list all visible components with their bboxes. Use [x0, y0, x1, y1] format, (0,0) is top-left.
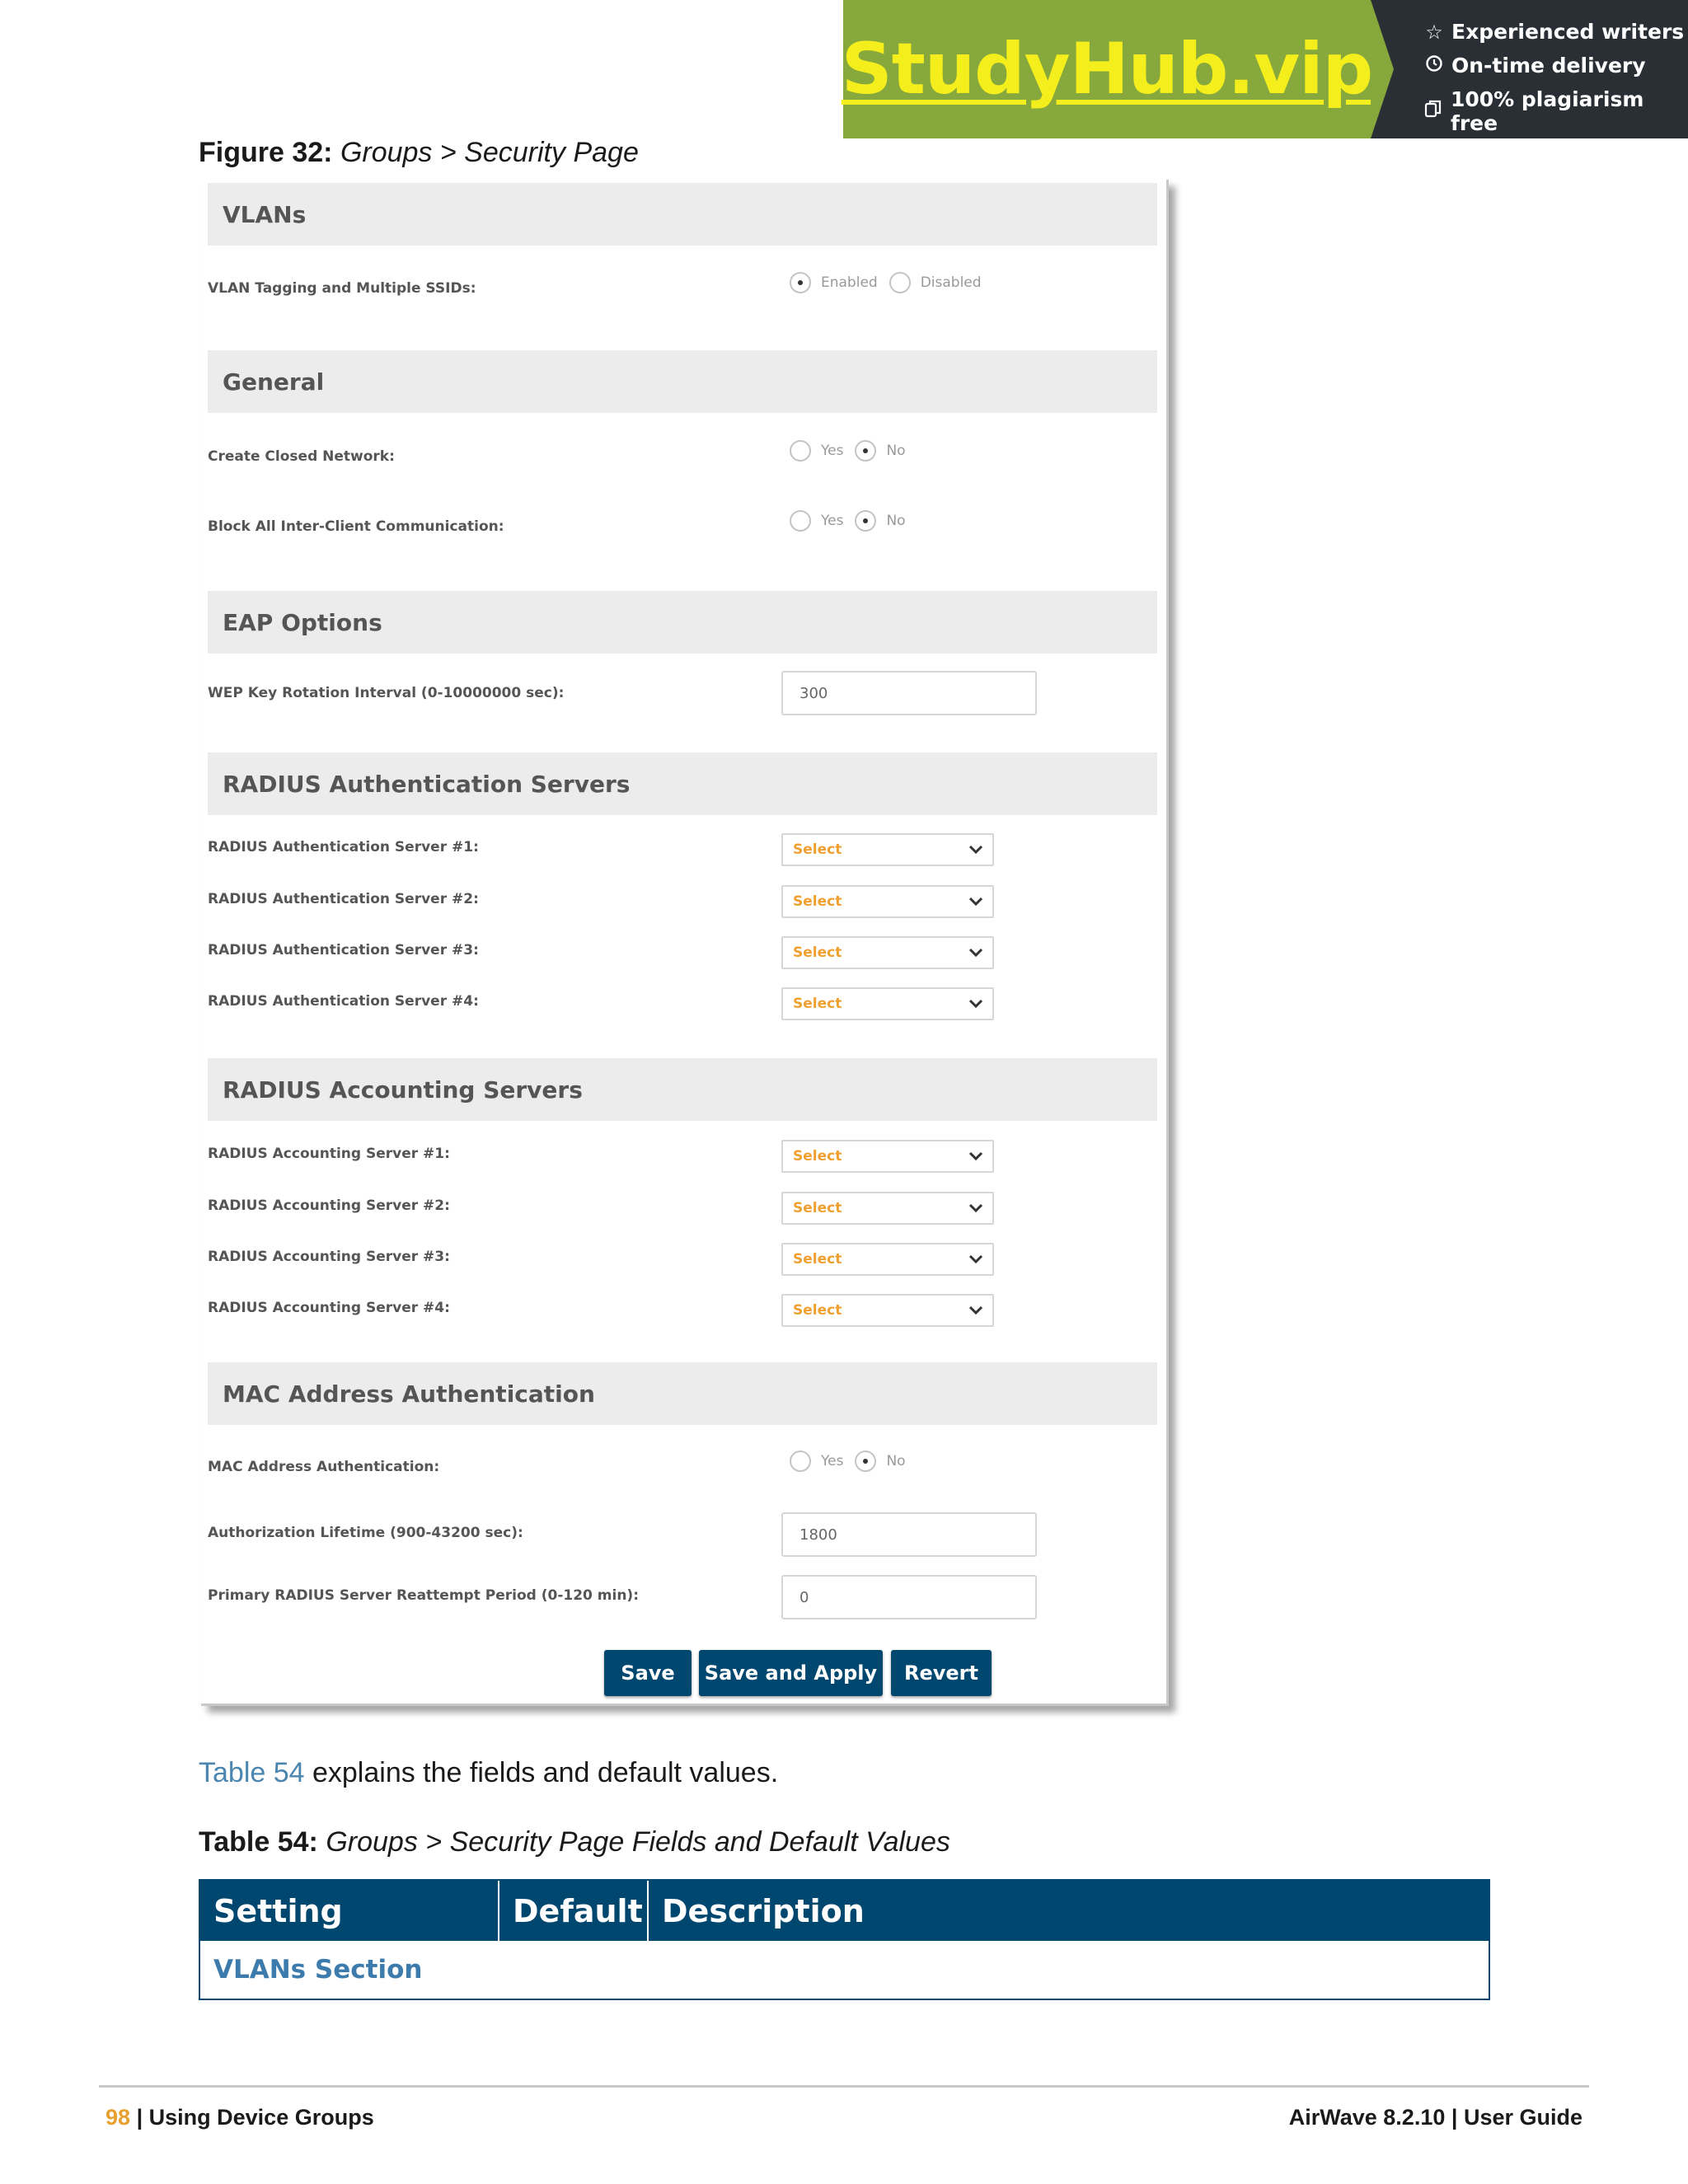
- radio-yes[interactable]: [790, 1451, 811, 1472]
- intro-paragraph: [199, 1757, 778, 1789]
- footer-divider: [99, 2085, 1589, 2088]
- select-value: Select: [793, 996, 842, 1012]
- radio-yes[interactable]: [790, 440, 811, 462]
- chevron-down-icon: [959, 1305, 992, 1315]
- mac-auth-label: MAC Address Authentication:: [208, 1459, 440, 1475]
- radius-acct-1-label: RADIUS Accounting Server #1:: [208, 1146, 450, 1162]
- feature-item: [1423, 54, 1688, 77]
- reattempt-period-input[interactable]: 0: [781, 1575, 1037, 1619]
- chevron-down-icon: [959, 845, 992, 855]
- footer-separator: |: [1451, 2105, 1458, 2130]
- table-header: [200, 1881, 1489, 1941]
- radio-yes-label: Yes: [821, 1453, 844, 1469]
- star-icon: ☆: [1425, 20, 1443, 44]
- reattempt-period-label: Primary RADIUS Server Reattempt Period (0-120 min):: [208, 1587, 639, 1604]
- radius-auth-1-select[interactable]: [781, 833, 994, 866]
- radio-no[interactable]: [855, 510, 876, 532]
- select-value: Select: [793, 1200, 842, 1216]
- radius-acct-2-select[interactable]: [781, 1192, 994, 1225]
- radio-disabled[interactable]: [889, 272, 911, 293]
- intro-text: explains the fields and default values.: [304, 1757, 779, 1788]
- header-description: Description: [647, 1881, 1489, 1941]
- table-link[interactable]: Table 54: [199, 1757, 305, 1788]
- chevron-down-icon: [959, 999, 992, 1009]
- closed-network-label: Create Closed Network:: [208, 448, 395, 465]
- radio-no[interactable]: [855, 1451, 876, 1472]
- section-header-radius-auth: RADIUS Authentication Servers: [208, 752, 1157, 815]
- figure-title: Groups > Security Page: [340, 137, 639, 168]
- radius-auth-3-select[interactable]: [781, 936, 994, 969]
- radio-no-label: No: [886, 1453, 906, 1469]
- table-caption: [199, 1826, 950, 1858]
- radius-auth-4-label: RADIUS Authentication Server #4:: [208, 993, 479, 1010]
- auth-lifetime-label: Authorization Lifetime (900-43200 sec):: [208, 1525, 523, 1541]
- radio-enabled[interactable]: [790, 272, 811, 293]
- feature-label: Experienced writers: [1451, 20, 1685, 44]
- auth-lifetime-input[interactable]: 1800: [781, 1512, 1037, 1557]
- radius-auth-1-label: RADIUS Authentication Server #1:: [208, 839, 479, 855]
- section-header-mac-auth: MAC Address Authentication: [208, 1362, 1157, 1425]
- save-button[interactable]: Save: [604, 1650, 692, 1696]
- radius-auth-4-select[interactable]: [781, 987, 994, 1020]
- radio-disabled-label: Disabled: [920, 274, 982, 291]
- radius-acct-4-label: RADIUS Accounting Server #4:: [208, 1300, 450, 1316]
- section-header-radius-acct: RADIUS Accounting Servers: [208, 1058, 1157, 1121]
- radio-yes-label: Yes: [821, 443, 844, 459]
- footer-left: [106, 2105, 374, 2130]
- select-value: Select: [793, 944, 842, 961]
- save-and-apply-button[interactable]: Save and Apply: [699, 1650, 883, 1696]
- select-value: Select: [793, 893, 842, 910]
- header-default: Default: [498, 1881, 647, 1941]
- table-row: [200, 1941, 1489, 1999]
- radius-acct-1-select[interactable]: [781, 1140, 994, 1173]
- feature-label: 100% plagiarism free: [1450, 87, 1644, 135]
- wep-rotation-input[interactable]: 300: [781, 671, 1037, 715]
- select-value: Select: [793, 841, 842, 858]
- header-setting: Setting: [213, 1892, 343, 1929]
- section-header-vlans: VLANs: [208, 183, 1157, 246]
- vlan-tagging-radios: [790, 272, 993, 293]
- select-value: Select: [793, 1302, 842, 1319]
- section-row-label: VLANs Section: [213, 1955, 423, 1985]
- studyhub-banner[interactable]: [843, 0, 1688, 138]
- radius-acct-3-label: RADIUS Accounting Server #3:: [208, 1249, 450, 1265]
- banner-features: [1371, 0, 1688, 138]
- radius-auth-2-label: RADIUS Authentication Server #2:: [208, 891, 479, 907]
- revert-button[interactable]: Revert: [891, 1650, 992, 1696]
- brand-logo: StudyHub.vip: [841, 28, 1373, 110]
- copy-icon: [1423, 99, 1444, 124]
- select-value: Select: [793, 1251, 842, 1268]
- chevron-down-icon: [959, 1254, 992, 1264]
- security-page-screenshot: [201, 180, 1169, 1706]
- radio-no-label: No: [886, 443, 906, 459]
- radio-enabled-label: Enabled: [821, 274, 878, 291]
- block-inter-client-label: Block All Inter-Client Communication:: [208, 518, 504, 535]
- section-header-eap-options: EAP Options: [208, 591, 1157, 654]
- table-label: Table 54:: [199, 1826, 318, 1858]
- closed-network-radios: [790, 440, 917, 462]
- footer-separator: |: [136, 2105, 143, 2130]
- radius-acct-3-select[interactable]: [781, 1243, 994, 1276]
- chevron-down-icon: [959, 1203, 992, 1213]
- footer-right: [1289, 2105, 1582, 2130]
- guide-title: User Guide: [1463, 2105, 1582, 2130]
- fields-table: [199, 1879, 1490, 2000]
- radius-acct-2-label: RADIUS Accounting Server #2:: [208, 1197, 450, 1214]
- radius-auth-2-select[interactable]: [781, 885, 994, 918]
- select-value: Select: [793, 1148, 842, 1165]
- product-name: AirWave 8.2.10: [1288, 2105, 1446, 2130]
- chevron-down-icon: [959, 948, 992, 958]
- chapter-title: Using Device Groups: [148, 2105, 374, 2130]
- mac-auth-radios: [790, 1451, 917, 1472]
- feature-item: [1423, 20, 1688, 44]
- figure-caption: [199, 137, 639, 169]
- radio-no-label: No: [886, 513, 906, 529]
- page-number: 98: [106, 2105, 131, 2130]
- wep-rotation-label: WEP Key Rotation Interval (0-10000000 sec):: [208, 685, 565, 701]
- brand-area: [843, 0, 1371, 138]
- vlan-tagging-label: VLAN Tagging and Multiple SSIDs:: [208, 280, 476, 297]
- radius-auth-3-label: RADIUS Authentication Server #3:: [208, 942, 479, 958]
- figure-label: Figure 32:: [199, 137, 333, 168]
- table-title: Groups > Security Page Fields and Default Values: [326, 1826, 950, 1858]
- feature-label: On-time delivery: [1451, 54, 1646, 77]
- section-header-general: General: [208, 350, 1157, 413]
- radio-yes-label: Yes: [821, 513, 844, 529]
- chevron-down-icon: [959, 897, 992, 907]
- feature-item: [1423, 87, 1688, 135]
- block-inter-client-radios: [790, 510, 917, 532]
- radio-no[interactable]: [855, 440, 876, 462]
- chevron-down-icon: [959, 1151, 992, 1161]
- radius-acct-4-select[interactable]: [781, 1294, 994, 1327]
- clock-icon: [1423, 54, 1445, 77]
- radio-yes[interactable]: [790, 510, 811, 532]
